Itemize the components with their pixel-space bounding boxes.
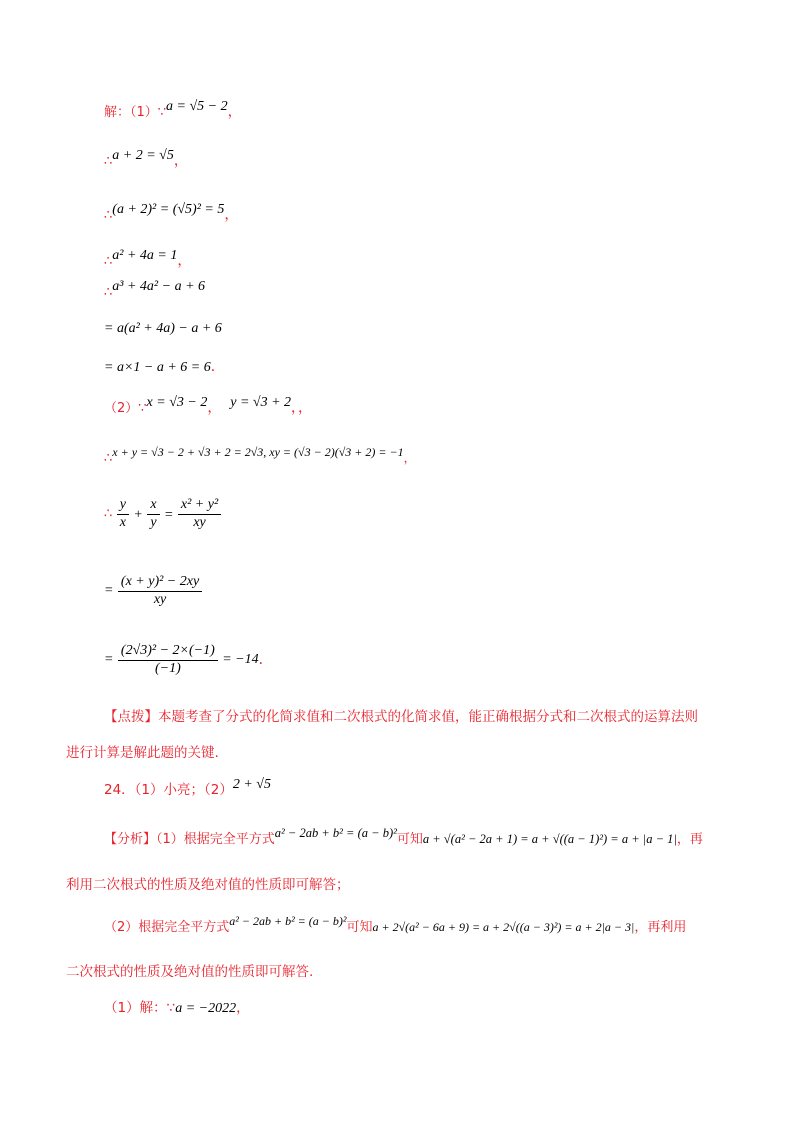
- solution-part2-line: （2）∵x = √3 − 2， y = √3 + 2，，: [104, 395, 313, 416]
- math-expression: a = −2022: [175, 1001, 237, 1016]
- solution-line-12: = $\frac{\text{(2√3)² − 2×(−1)}}{(-1)}$ = −14．: [104, 643, 273, 676]
- answer-line-1: （1）解：∵a = −2022，: [104, 1000, 250, 1016]
- fraction-y-over-x: $\frac{y}{x}$: [117, 497, 129, 532]
- math-expression: a² − 2ab + b² = (a − b)²: [274, 826, 397, 840]
- comment-line-2: 进行计算是解此题的关键.: [66, 745, 219, 761]
- solution-line-7: = a×1 − a + 6 = 6．: [104, 359, 225, 375]
- fraction-x-over-y: $\frac{x}{y}$: [147, 497, 159, 532]
- math-expression: a + 2√(a² − 6a + 9) = a + 2√((a − 3)²) = a + 2|a − 3|: [372, 920, 635, 934]
- math-expression: a² + 4a = 1: [112, 248, 178, 263]
- analysis-line-4: 二次根式的性质及绝对值的性质即可解答.: [66, 964, 314, 980]
- math-expression: a + 2 = √5: [112, 148, 174, 163]
- therefore-symbol: ∴: [104, 506, 113, 522]
- math-y: y = √3 + 2: [230, 395, 292, 410]
- solution-line-6: [104, 320, 222, 338]
- comment-tag: 【点拨】: [104, 709, 158, 725]
- result-value: = −14: [222, 651, 259, 667]
- math-expression: a = √5 − 2: [166, 99, 228, 114]
- part2-label: （2）∵: [104, 401, 147, 416]
- therefore-symbol: ∴: [104, 154, 113, 169]
- math-expression: 2 + √5: [232, 777, 271, 792]
- solution-line-10: ∴ $\frac{y}{x}$ + $\frac{x}{y}$ = $\frac{\text{x² + y²}}{xy}$: [104, 497, 221, 532]
- fraction-expanded: $\frac{\text{(x + y)² − 2xy}}{xy}$: [118, 574, 202, 609]
- answer-label: （1）解：∵: [104, 1000, 176, 1016]
- math-expression: (a + 2)² = (√5)² = 5: [112, 202, 225, 217]
- solution-line-5: [104, 279, 206, 302]
- fraction-evaluated: $\frac{\text{(2√3)² − 2×(−1)}}{(-1)}$: [118, 643, 218, 678]
- solution-line-2: ∴a + 2 = √5，: [104, 148, 188, 169]
- fraction-sum-squares: $\frac{\text{x² + y²}}{xy}$: [178, 497, 221, 532]
- therefore-symbol: ∴: [104, 451, 113, 466]
- math-expression: a² − 2ab + b² = (a − b)²: [229, 914, 347, 928]
- math-expression: a³ + 4a² − a + 6: [112, 279, 206, 294]
- solution-line-9: ∴x + y = √3 − 2 + √3 + 2 = 2√3, xy = (√3 − 2)(√3 + 2) = −1，: [104, 445, 416, 466]
- solution-line-4: ∴a² + 4a = 1，: [104, 248, 192, 269]
- solution-label: 解：（1）∵: [104, 105, 167, 120]
- therefore-symbol: ∴: [104, 254, 113, 269]
- comment-line-1: 【点拨】本题考查了分式的化简求值和二次根式的化简求值，能正确根据分式和二次根式的运算法则: [104, 709, 698, 725]
- analysis-line-3: （2）根据完全平方式a² − 2ab + b² = (a − b)²可知a + 2√(a² − 6a + 9) = a + 2√((a − 3)²) = a + 2|a − 3|，再利用: [104, 914, 687, 935]
- math-expression: a + √(a² − 2a + 1) = a + √((a − 1)²) = a + |a − 1|: [422, 832, 677, 846]
- math-expression: = a(a² + 4a) − a + 6: [104, 321, 222, 336]
- analysis-line-2: 利用二次根式的性质及绝对值的性质即可解答；: [66, 877, 350, 893]
- solution-line-11: = $\frac{\text{(x + y)² − 2xy}}{xy}$: [104, 574, 202, 609]
- therefore-symbol: ∴: [104, 285, 113, 300]
- analysis-line-1: 【分析】（1）根据完全平方式a² − 2ab + b² = (a − b)²可知a + √(a² − 2a + 1) = a + √((a − 1)²) = a + |a − 1|，再: [104, 826, 703, 847]
- math-expression: = a×1 − a + 6 = 6: [104, 360, 211, 375]
- math-expression: x + y = √3 − 2 + √3 + 2 = 2√3, xy = (√3 − 2)(√3 + 2) = −1: [112, 445, 404, 459]
- math-x: x = √3 − 2: [146, 395, 208, 410]
- solution-line-3: ∴(a + 2)² = (√5)² = 5，: [104, 202, 239, 223]
- question-label: 24．（1）小亮；（2）: [104, 782, 233, 798]
- therefore-symbol: ∴: [104, 208, 113, 223]
- question-24-answer: [104, 777, 271, 800]
- analysis-tag: 【分析】: [104, 832, 157, 847]
- solution-line-1: 解：（1）∵a = √5 − 2，: [104, 99, 242, 120]
